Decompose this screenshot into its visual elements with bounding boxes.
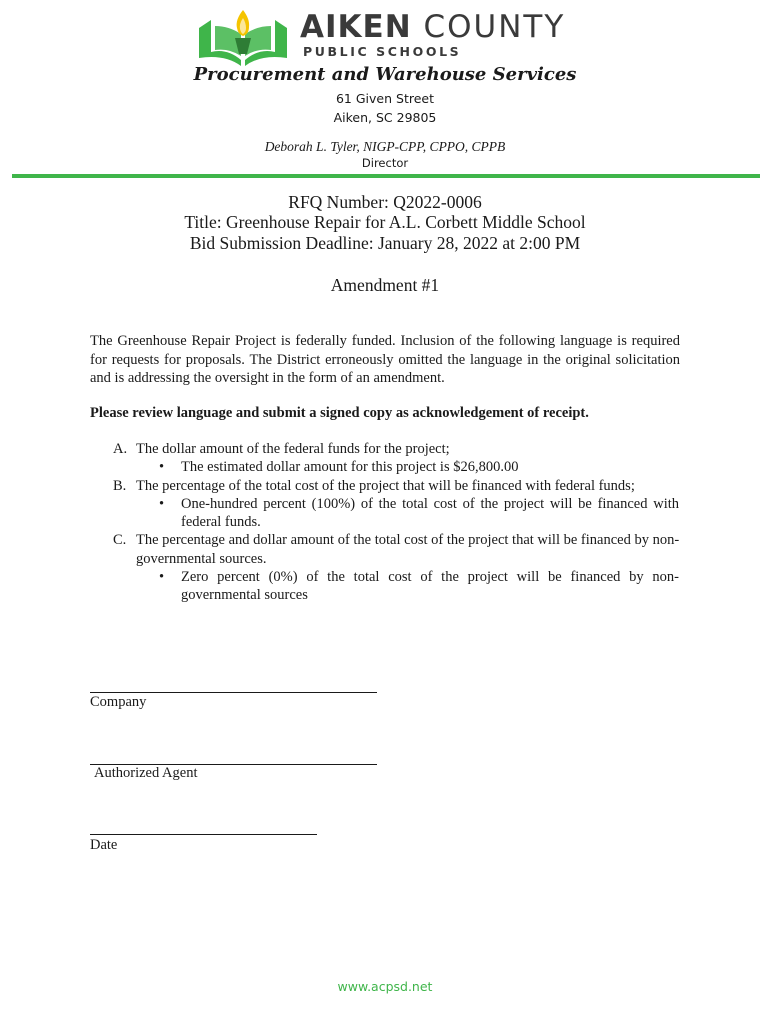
bullet-icon: • <box>159 495 165 512</box>
date-label: Date <box>90 837 118 853</box>
list-item-text: The percentage and dollar amount of the total cost of the project that will be financed by non-governmental sources. <box>136 532 680 567</box>
list-item-letter: B. <box>113 477 127 494</box>
list-item <box>0 531 770 568</box>
instruction-text: Please review language and submit a signed copy as acknowledgement of receipt. <box>90 405 589 421</box>
authorized-agent-label: Authorized Agent <box>94 765 198 781</box>
list-item <box>0 477 770 495</box>
date-signature-line <box>90 834 317 835</box>
bullet-icon: • <box>159 569 165 586</box>
body-paragraph: The Greenhouse Repair Project is federally funded. Inclusion of the following language is required for requests for proposals. The District erroneously omitted the language in the original solicitation and is addressing the oversight in the form of an amendment. <box>90 333 680 386</box>
aiken-county-logo <box>197 8 577 68</box>
address-street: 61 Given Street <box>335 91 434 106</box>
director-name: Deborah L. Tyler, NIGP-CPP, CPPO, CPPB <box>264 139 506 154</box>
list-subitem <box>0 458 770 476</box>
company-label: Company <box>90 694 147 710</box>
logo-aiken-text: AIKEN <box>300 9 412 45</box>
list-item-text: The percentage of the total cost of the project that will be financed with federal funds; <box>136 477 635 494</box>
list-item-letter: C. <box>113 532 127 549</box>
rfq-title: Title: Greenhouse Repair for A.L. Corbett Middle School <box>184 212 586 232</box>
director-title: Director <box>361 156 409 170</box>
requirements-list <box>0 440 770 605</box>
department-title: Procurement and Warehouse Services <box>193 64 577 85</box>
list-subitem-text: One-hundred percent (100%) of the total cost of the project will be financed with federal funds. <box>181 495 679 531</box>
address-city: Aiken, SC 29805 <box>333 110 437 125</box>
list-subitem <box>0 495 770 532</box>
logo-county-text: COUNTY <box>423 9 566 45</box>
company-signature-line <box>90 692 377 693</box>
logo-wordmark <box>300 10 565 44</box>
rfq-number: RFQ Number: Q2022-0006 <box>288 192 482 212</box>
logo-public-schools-text: PUBLIC SCHOOLS <box>303 44 462 59</box>
book-and-flame-icon <box>197 8 289 66</box>
rfq-deadline: Bid Submission Deadline: January 28, 2022 at 2:00 PM <box>189 233 581 253</box>
list-item <box>0 440 770 458</box>
header-divider <box>12 174 760 178</box>
footer-website-link[interactable]: www.acpsd.net <box>337 979 433 994</box>
amendment-heading: Amendment #1 <box>330 275 440 295</box>
bullet-icon: • <box>159 459 165 476</box>
list-item-letter: A. <box>113 441 128 457</box>
list-subitem <box>0 568 770 605</box>
list-subitem-text: Zero percent (0%) of the total cost of the project will be financed by non-governmental sources <box>181 569 679 604</box>
list-item-text: The dollar amount of the federal funds for the project; <box>136 441 450 457</box>
list-subitem-text: The estimated dollar amount for this project is $26,800.00 <box>181 459 519 476</box>
